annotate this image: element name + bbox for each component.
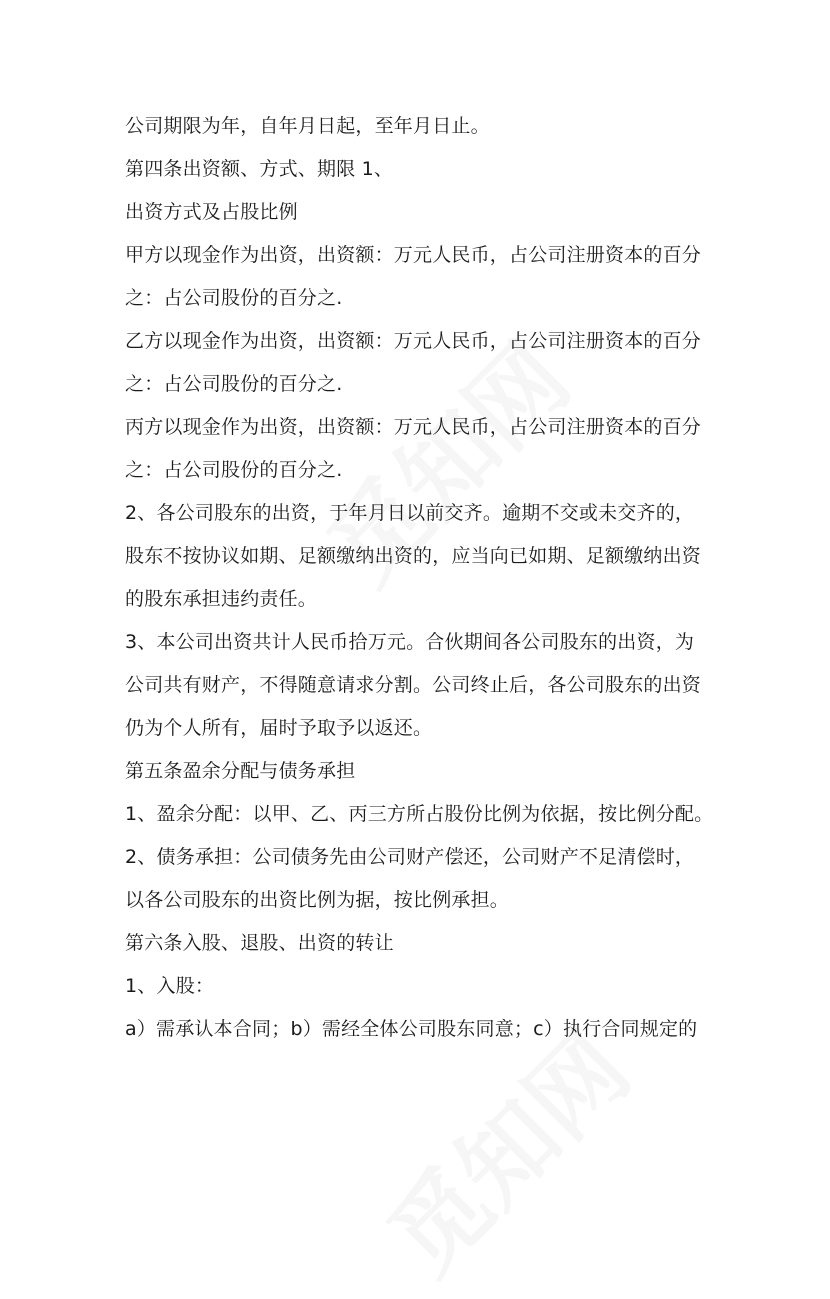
text-line: 之：占公司股份的百分之. — [125, 373, 343, 395]
text-line: 甲方以现金作为出资，出资额：万元人民币，占公司注册资本的百分 — [125, 244, 702, 266]
section-heading: 第四条出资额、方式、期限 1、 — [125, 158, 394, 180]
text-line: 公司期限为年，自年月日起，至年月日止。 — [125, 115, 490, 137]
text-line: 出资方式及占股比例 — [125, 201, 298, 223]
section-heading: 第五条盈余分配与债务承担 — [125, 760, 356, 782]
section-heading: 第六条入股、退股、出资的转让 — [125, 932, 394, 954]
text-line: 丙方以现金作为出资，出资额：万元人民币，占公司注册资本的百分 — [125, 416, 702, 438]
text-line: 公司共有财产，不得随意请求分割。公司终止后，各公司股东的出资 — [125, 674, 702, 696]
text-line: 股东不按协议如期、足额缴纳出资的，应当向已如期、足额缴纳出资 — [125, 545, 702, 567]
document-body — [125, 105, 715, 1051]
text-line: 2、债务承担：公司债务先由公司财产偿还，公司财产不足清偿时， — [125, 846, 695, 868]
text-line: 乙方以现金作为出资，出资额：万元人民币，占公司注册资本的百分 — [125, 330, 702, 352]
text-line: a）需承认本合同；b）需经全体公司股东同意；c）执行合同规定的 — [125, 1018, 698, 1040]
text-line: 的股东承担违约责任。 — [125, 588, 318, 610]
text-line: 仍为个人所有，届时予取予以返还。 — [125, 717, 433, 739]
text-line: 之：占公司股份的百分之. — [125, 287, 343, 309]
text-line: 3、本公司出资共计人民币拾万元。合伙期间各公司股东的出资，为 — [125, 631, 695, 653]
text-line: 1、盈余分配：以甲、乙、丙三方所占股份比例为依据，按比例分配。 — [125, 803, 714, 825]
text-line: 以各公司股东的出资比例为据，按比例承担。 — [125, 889, 510, 911]
text-line: 1、入股： — [125, 975, 215, 997]
text-line: 之：占公司股份的百分之. — [125, 459, 343, 481]
text-line: 2、各公司股东的出资，于年月日以前交齐。逾期不交或未交齐的， — [125, 502, 695, 524]
